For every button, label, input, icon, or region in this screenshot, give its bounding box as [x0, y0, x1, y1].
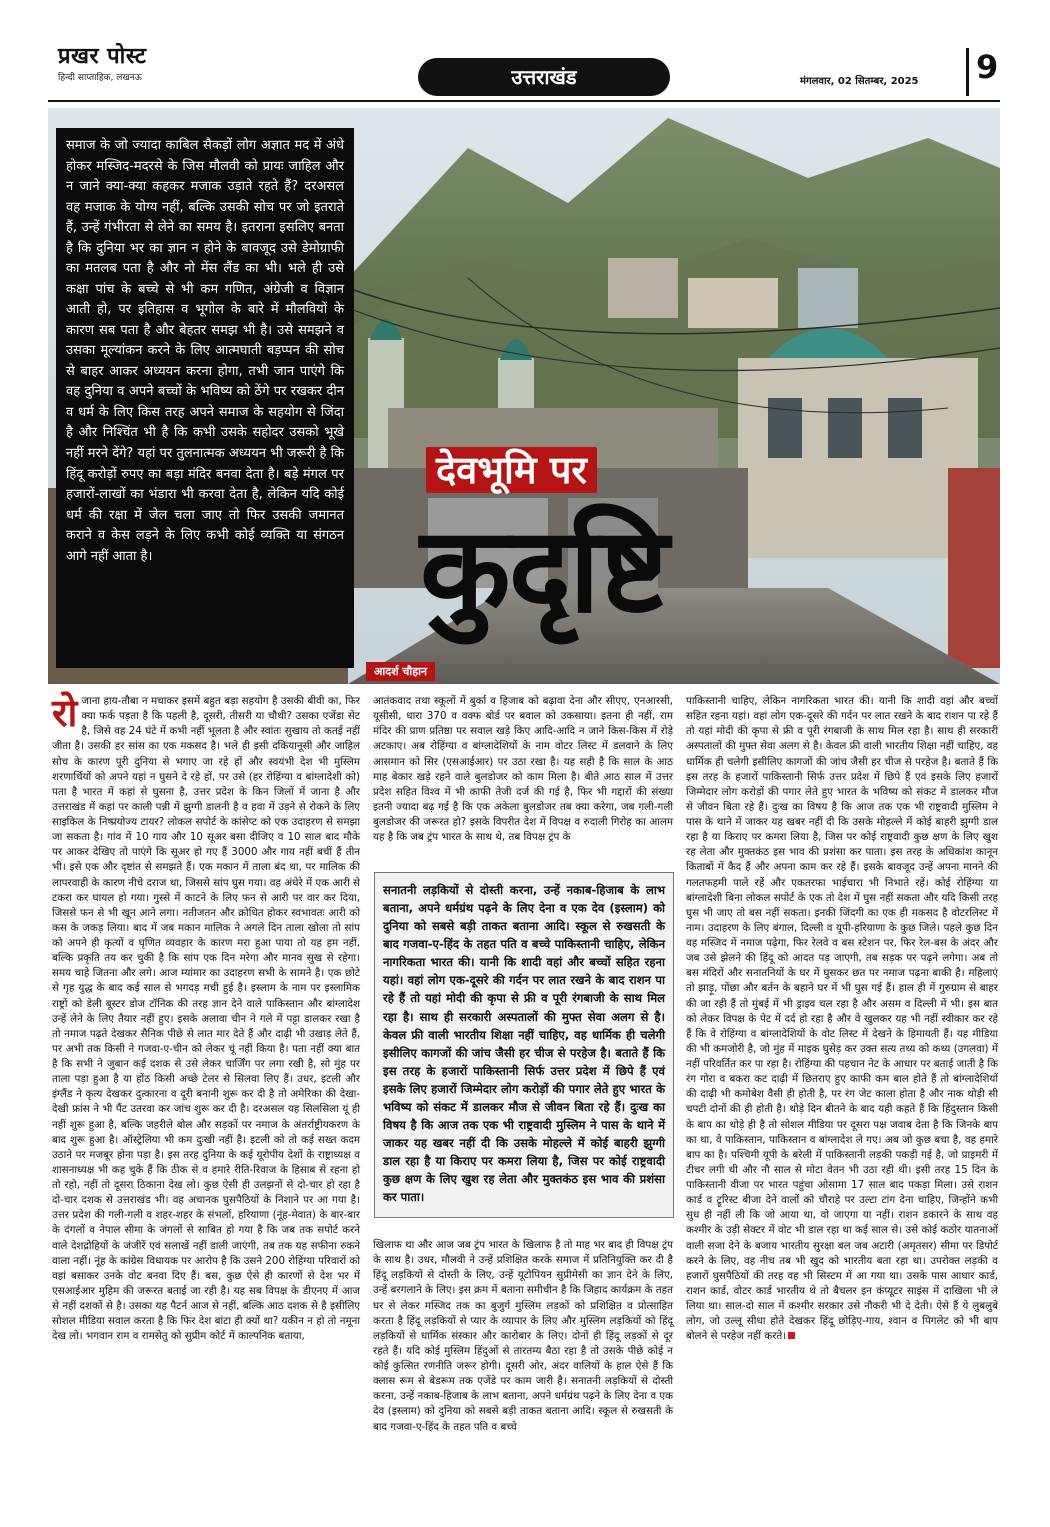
byline: आदर्श चौहान: [366, 662, 435, 681]
intro-box: समाज के जो ज्यादा काबिल सैकड़ों लोग अज्ञात मद में अंधे होकर मस्जिद-मदरसे के जिस मौलवी को प्रायः जाहिल और न जाने क्या-क्या कहकर मजाक उड़ाते रहते हैं? दरअसल वह मजाक के योग्य नहीं, बल्कि उसकी सोच पर जो इतराते हैं, उन्हें गंभीरता से लेने का समय है। इतराना इसलिए बनता है कि दुनिया भर का ज्ञान न होने के बावजूद उसे डेमोग्राफी का मतलब पता है और नो मेंस लैंड का भी। भले ही उसे कक्षा पांच के बच्चे से भी कम गणित, अंग्रेजी व विज्ञान आती हो, पर इतिहास व भूगोल के बारे में मौलवियों के कारण सब पता है और बेहतर समझ भी है। उसे समझने व उसका मूल्यांकन करने के लिए आत्मघाती बड़प्पन की सोच से बाहर आकर अध्ययन करना होगा, तभी जान पाएंगे कि वह दुनिया व अपने बच्चों के भविष्य को ठेंगे पर रखकर दीन व धर्म के लिए किस तरह अपने समाज के सहयोग से जिंदा है और निश्चिंत भी है कि कभी उसके सहोदर उसको भूखे नहीं मरने देंगे? यहां पर तुलनात्मक अध्ययन भी जरूरी है कि हिंदू करोड़ों रुपए का बड़ा मंदिर बनवा देता है। बड़े मंगल पर हजारों-लाखों का भंडारा भी करवा देता है, लेकिन यदि कोई धर्म की रक्षा में जेल चला जाए तो फिर उसकी जमानत कराने व केस लड़ने के लिए कभी कोई व्यक्ति या संगठन आगे नहीं आता है।: [56, 128, 354, 668]
section-label: उत्तराखंड: [418, 58, 670, 96]
article-column-3: [686, 694, 998, 1344]
headline-kicker: देवभूमि पर: [426, 447, 597, 493]
brand-subtitle: हिन्दी साप्ताहिक, लखनऊ: [58, 73, 142, 83]
article-column-2-top: आतंकवाद तथा स्कूलों में बुर्का व हिजाब को बढ़ावा देना और सीएए, एनआरसी, यूसीसी, धारा 370 व वक्फ बोर्ड पर बवाल को उकसाया। इतना ही नहीं, राम मंदिर की प्राण प्रतिष्ठा पर सवाल खड़े किए आदि-आदि न जाने किस-किस में रोड़े अटकाए। अब रोहिंग्या व बांग्लादेशियों के नाम वोटर लिस्ट में डलवाने के लिए आसमान को सिर (एसआईआर) पर उठा रखा है। यह सही है कि साल के आठ माह बेकार खड़े रहने वाले बुलडोजर को काम मिला है। बीते आठ साल में उत्तर प्रदेश सहित विश्व में भी काफी तेजी दर्ज की गई है, फिर भी गद्दारों की संख्या इतनी ज्यादा बढ़ गई है कि एक अकेला बुलडोजर तब क्या करेगा, जब गली-गली बुलडोजर की जरूरत हो? इसके विपरीत देश में विपक्ष व रुदाली गिरोह का आलम यह है कि जब ट्रंप भारत के साथ थे, तब विपक्ष ट्रंप के: [373, 695, 673, 844]
article-column-1-text: जाना हाय-तौबा न मचाकर इसमें बहुत बड़ा सहयोग है उसकी बीवी का, फिर क्या फर्क पड़ता है कि पहली है, दूसरी, तीसरी या चौथी? उसका एजेंडा सेट है, जिसे वह 24 घंटे में कभी नहीं भूलता है और स्वांतः सुखाय तो कतई नहीं जीता है। उसकी हर सांस का एक मकसद है। भले ही इसी दकियानूसी और जाहिल सोच के कारण पूरी दुनिया से भगाए जा रहे हों और स्वयंभी देश भी मुस्लिम शरणार्थियों को अपने यहां न घुसने दे रहे हों, पर उसे (हर रोहिंग्या व बांग्लादेशी को) पता है भारत में कहां से घुसना है, उत्तर प्रदेश के किन जिलों में जाना है और उत्तराखंड में कहां पर काली पन्नी में झुग्गी डालनी है व हवा में उड़ने से रोकने के लिए साइकिल के निष्प्रयोज्य टायर? लोकल सपोर्ट के कांसेप्ट को एक उदाहरण से समझा जा सकता है। गांव में 10 गाय और 10 सूअर बसा दीजिए व 10 साल बाद मौके पर आकर देखिए तो पाएंगे कि सूअर हो गए हैं 3000 और गाय नहीं बचीं हैं तीन भी। इसे एक और दृष्टांत से समझते हैं। एक मकान में ताला बंद था, पर मालिक की लापरवाही के कारण नीचे दराज था, जिससे सांप घुस गया। वह अंधेरे में एक आरी से टकरा कर घायल हो गया। गुस्से में काटने के लिए फन से आरी पर वार कर दिया, जिससे फन से भी खून आने लगा। नतीजतन और क्रोधित होकर स्वभावतः आरी को कस के जकड़ लिया। बाद में जब मकान मालिक ने अगले दिन ताला खोला तो सांप को अपने ही कृत्यों व घृणित व्यवहार के कारण मरा हुआ पाया तो यह हम नहीं, बल्कि प्रकृति तय कर चुकी है कि सांप एक दिन मरेगा और मानव सुख से रहेगा। समय चाहे जितना और लगे। आज म्यांमार का उदाहरण सभी के सामने है। एक छोटे से गृह युद्ध के बाद कई साल से भगदड़ मची हुई है। इस्लाम के नाम पर इस्लामिक राष्ट्रों को डेली बूस्टर डोज टॉनिक की तरह ज्ञान देने वाले पाकिस्तान और बांग्लादेश उन्हें लेने के लिए तैयार नहीं हुए। इसके अलावा चीन ने गले में पट्टा डालकर रखा है तो नमाज पढ़ते देखकर सैनिक पीछे से लात मार देते हैं और दाढ़ी भी उखाड़ लेते हैं, पर अभी तक किसी ने गजवा-ए-चीन को लेकर चूं नहीं किया है। पता नहीं क्या बात है कि सभी ने जुबान कई दशक से उसे लेकर चार्जिंग पर लगा रखी है, सो मुंह पर ताला पड़ा हुआ है या होंठ किसी अच्छे टेलर से सिलवा लिए हैं। उधर, इटली और इंग्लैंड ने कृत्य देखकर दुत्कारना व दूरी बनानी शुरू कर दी है तो अमेरिका की देखा-देखी फ्रांस ने भी पैंट उतरवा कर जांच शुरू कर दी है। दरअसल यह सिलसिला यूं ही नहीं शुरू हुआ है, बल्कि जहरीले बोल और सड़कों पर नमाज के अंतर्राष्ट्रीयकरण के बाद शुरू हुआ है। ऑस्ट्रेलिया भी कम दुःखी नहीं है। इटली को तो कई सख्त कदम उठाने पर मजबूर होना पड़ा है। इस तरह दुनिया के कई यूरोपीय देशों के राष्ट्राध्यक्ष व शासनाध्यक्ष भी कह चुके हैं कि ठीक से व हमारे रीति-रिवाज के हिसाब से रहना हो तो रहो, नहीं तो दूसरा ठिकाना देख लो। कुछ ऐसी ही उलझनों से दो-चार हो रहा है दो-चार दशक से उत्तराखंड भी। वह अचानक घुसपैठियों के निशाने पर आ गया है। उत्तर प्रदेश की गली-गली व शहर-शहर के संभलों, हरियाणा (नूंह-मेवात) के बार-बार के दंगलों व नेपाल सीमा के जंगलों से साबित हो गया है कि जब तक सपोर्ट करने वाले देशद्रोहियों के जंजीरें एवं सलाखें नहीं डाली जाएंगी, तब तक यह सफीना रुकने वाला नहीं। नूंह के कांग्रेस विधायक पर आरोप है कि उसने 200 रोहिंग्या परिवारों को वहां बसाकर उनके वोट बनवा दिए हैं। बस, कुछ ऐसे ही कारणों से देश भर में एसआईआर मुहिम की जरूरत बताई जा रही है। यह सब विपक्ष के डीएनए में आज से नहीं दशकों से है। उसका यह पैटर्न आज से नहीं, बल्कि आठ दशक से है इसीलिए सोशल मीडिया सवाल करता है कि फिर देश बांटा ही क्यों था? यकीन न हो तो नमूना देख लो। भगवान राम व रामसेतु को सुप्रीम कोर्ट में काल्पनिक बताया,: [52, 695, 360, 1343]
page-number: 9: [976, 48, 999, 86]
article-column-2-bottom: खिलाफ था और आज जब ट्रंप भारत के खिलाफ है तो माह भर बाद ही विपक्ष ट्रंप के साथ है। उधर, मौलवी ने उन्हें प्रशिक्षित करके समाज में प्रतिनियुक्ति कर दी है हिंदू लड़कियों से दोस्ती के लिए, उन्हें यूटोपियन सुप्रीमेसी का ज्ञान देने के लिए, उन्हें बरगलाने के लिए। इस क्रम में बताना समीचीन है कि जिहाद कार्यक्रम के तहत घर से लेकर मस्जिद तक का बुजुर्ग मुस्लिम लड़कों को प्रशिक्षित व प्रोत्साहित करता है हिंदू लड़कियों से प्यार के व्यापार के लिए और मुस्लिम लड़कियों को हिंदू लड़कियों से धार्मिक संस्कार और कारोबार के लिए। दोनों ही हिंदू लड़कों से दूर रहते हैं। यदि कोई मुस्लिम हिंदुओं से तारतम्य बैठा रहा है तो उसके पीछे कोई न कोई कुत्सित रणनीति जरूर होगी। दूसरी ओर, अंदर वालियों के हाल ऐसे हैं कि क्लास रूम से बेडरूम तक एजेंडे पर काम जारी है। सनातनी लड़कियों से दोस्ती करना, उन्हें नकाब-हिजाब के लाभ बताना, अपने धर्मग्रंथ पढ़ने के लिए देना व एक देव (इस्लाम) को दुनिया को सबसे बड़ी ताकत बताना आदि। स्कूल से रुखसती के बाद गजवा-ए-हिंद के तहत पति व बच्चे: [373, 1239, 673, 1433]
masthead-rule: [48, 100, 1000, 102]
article-column-3-text: पाकिस्तानी चाहिए, लेकिन नागरिकता भारत की। यानी कि शादी वहां और बच्चों सहित रहना यहां। वहां लोग एक-दूसरे की गर्दन पर लात रखने के बाद राशन पा रहे हैं तो यहां मोदी की कृपा से फ्री व पूरी रंगबाजी के साथ मिल रहा है। साथ ही सरकारी अस्पतालों की मुफ्त सेवा अलग से है। केवल फ्री वाली भारतीय शिक्षा नहीं चाहिए, वह धार्मिक ही चलेगी इसीलिए कागजों की जांच जैसी हर चीज से परहेज है। बताते हैं कि इस तरह के हजारों पाकिस्तानी सिर्फ उत्तर प्रदेश में छिपे हैं एवं इसके लिए हजारों जिम्मेदार लोग करोड़ों की पगार लेते हुए भारत के भविष्य को संकट में डालकर मौज से जीवन बिता रहे हैं। दुःख का विषय है कि आज तक एक भी राष्ट्रवादी मुस्लिम ने पास के थाने में जाकर यह खबर नहीं दी कि उसके मोहल्ले में कोई बाहरी झुग्गी डाल रहा है या किराए पर कमरा लिया है, जिस पर कोई राष्ट्रवादी कुछ क्षण के लिए खुश रह लेता और मुक्तकंठ इस भाव की प्रशंसा कर पाता। इस तरह के अधिकांश कानून किताबों में कैद हैं और अपना काम कर रहे हैं। इसके बावजूद उन्हें अपना मानने की गलतफहमी पाले रहें और एकतरफा भाईचारा भी निभाते रहें। कोई रोहिंग्या या बांग्लादेशी बिना लोकल सपोर्ट के एक तो देश में घुस नहीं सकता और यदि किसी तरह घुस भी जाए तो बस नहीं सकता। इनकी जिंदगी का एक ही मकसद है वोटरलिस्ट में नाम। उदाहरण के लिए बंगाल, दिल्ली व यूपी-हरियाणा के कुछ जिले। पहले कुछ दिन वह मस्जिद में नमाज पढ़ेगा, फिर रेलवे व बस स्टेशन पर, फिर रेल-बस के अंदर और जब उसे झेलने की हिंदू को आदत पड़ जाएगी, तब सड़क पर पढ़ने लगेगा। अब तो बस मंदिरों और सनातनियों के घर में घुसकर छत पर नमाज पढ़ना बाकी है। महिलाएं तो झाड़ू, पोंछा और बर्तन के बहाने घर में भी घुस गई हैं। हाल ही में गुरुग्राम से बाहर की जा रही हैं तो मुंबई में भी ड्राइव चल रहा है और असम व दिल्ली में भी। इस बात को लेकर विपक्ष के पेट में दर्द हो रहा है और वे खुलकर यह भी नहीं स्वीकार कर रहे हैं कि वे रोहिंग्या व बांग्लादेशियों के वोट लिस्ट में देखने के हिमायती हैं। यह मीडिया की भी कमजोरी है, जो मुंह में माइक घुसेड़ कर उक्त सत्य तथ्य को कथ्य (उगलवा) में नहीं परिवर्तित कर पा रहा है। रोहिंग्या की पहचान नेट के आधार पर बताई जाती है कि रंग गोरा व बकरा कट दाढ़ी में छितराए हुए काफी कम बाल होते हैं तो बांग्लादेशियों की दाढ़ी भी कमोबेश वैसी ही होती है, पर रंग जेट काला होता है और नाक थोड़ी सी चपटी दोनों की ही होती है। थोड़े दिन बीतने के बाद यही कहते हैं कि हिंदुस्तान किसी के बाप का थोड़े ही है तो सोशल मीडिया पर दूसरा पक्ष जवाब देता है कि जिनके बाप का था, वे पाकिस्तान, पाकिस्तान व बांग्लादेश ले गए। अब जो कुछ बचा है, वह हमारे बाप का है। पश्चिमी यूपी के बरेली में पाकिस्तानी लड़की पकड़ी गई है, जो प्राइमरी में टीचर लगी थी और नौ साल से मोटा वेतन भी उठा रही थी। इसी तरह 15 दिन के पाकिस्तानी वीजा पर भारत पहुंचा ओसामा 17 साल बाद पकड़ा मिला। उसे राशन कार्ड व ट्रूरिस्ट बीजा देने वालों को चौराहे पर उल्टा टांग देना चाहिए, जिन्होंने कभी सुध ही नहीं ली कि जो आया था, वो जाएगा या नहीं। राशन डकारने के साथ वह कश्मीर के उड़ी सेक्टर में वोट भी डाल रहा था कई साल से। उसे कोई कठोर यातनाओं वाली सजा देने के बजाय भारतीय सुरक्षा बल जब अटारी (अमृतसर) सीमा पर डिपोर्ट करने के लिए, वह नीच तब भी खुद को भारतीय बता रहा था। उपरोक्त लड़की व हजारों घुसपैठियों की तरह वह भी सिस्टम में आ गया था। उसके पास आधार कार्ड, राशन कार्ड, वोटर कार्ड भारतीय थे तो बैचलर इन कंप्यूटर साइंस में दाखिला भी ले लिया था। साल-दो साल में कश्मीर सरकार उसे नौकरी भी दे देती। ऐसे हैं ये लुबलुबे लोग, जो उल्लू सीधा होते देखकर हिंदू छोड़िए-गाय, श्वान व पिगलेट को भी बाप बोलने से परहेज नहीं करते।: [686, 695, 998, 1343]
issue-date: मंगलवार, 02 सितम्बर, 2025: [800, 76, 919, 87]
pull-quote: सनातनी लड़कियों से दोस्ती करना, उन्हें नकाब-हिजाब के लाभ बताना, अपने धर्मग्रंथ पढ़ने के लिए देना व एक देव (इस्लाम) को दुनिया को सबसे बड़ी ताकत बताना आदि। स्कूल से रुखसती के बाद गजवा-ए-हिंद के तहत पति व बच्चे पाकिस्तानी चाहिए, लेकिन नागरिकता भारत की। यानी कि शादी वहां और बच्चों सहित रहना यहां। वहां लोग एक-दूसरे की गर्दन पर लात रखने के बाद राशन पा रहे हैं तो यहां मोदी की कृपा से फ्री व पूरी रंगबाजी के साथ मिल रहा है। साथ ही सरकारी अस्पतालों की मुफ्त सेवा अलग से है। केवल फ्री वाली भारतीय शिक्षा नहीं चाहिए, वह धार्मिक ही चलेगी इसीलिए कागजों की जांच जैसी हर चीज से परहेज है। बताते हैं कि इस तरह के हजारों पाकिस्तानी सिर्फ उत्तर प्रदेश में छिपे हैं एवं इसके लिए हजारों जिम्मेदार लोग करोड़ों की पगार लेते हुए भारत के भविष्य को संकट में डालकर मौज से जीवन बिता रहे हैं। दुःख का विषय है कि आज तक एक भी राष्ट्रवादी मुस्लिम ने पास के थाने में जाकर यह खबर नहीं दी कि उसके मोहल्ले में कोई बाहरी झुग्गी डाल रहा है या किराए पर कमरा लिया है, जिस पर कोई राष्ट्रवादी कुछ क्षण के लिए खुश रह लेता और मुक्तकंठ इस भाव की प्रशंसा कर पाता।: [374, 872, 674, 1218]
headline-main: कुदृष्टि: [420, 501, 667, 639]
article-column-1: [52, 691, 360, 1344]
end-of-article-mark: [788, 1332, 795, 1339]
drop-cap: रो: [52, 691, 78, 735]
brand-logo: प्रखर पोस्ट: [58, 44, 147, 69]
